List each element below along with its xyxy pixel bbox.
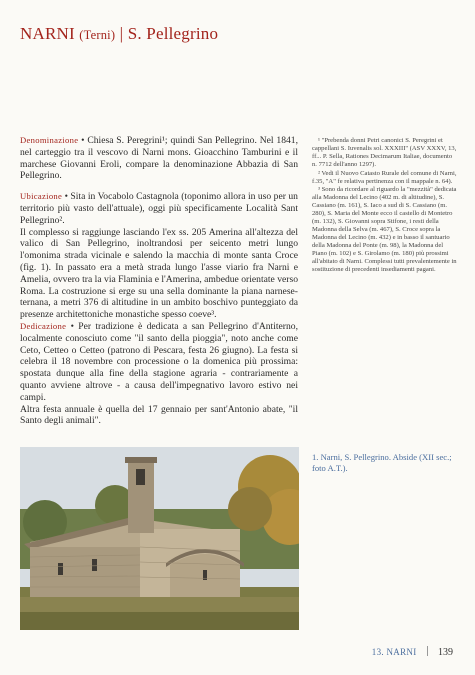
ubicazione-paragraph xyxy=(20,191,298,226)
dedicazione-text: • Per tradizione è dedicata a san Pellegrino d'Antiterno, localmente conosciuto come "il santo della pioggia", noto anche come Ceto, Cetteo o Cetteo (patrono di Pescara, festa 26 giugno). La festa si celebra il 18 novembre con processione o la domenica più prossima: spostata dunque alla fine della stagione agraria - contrariamente a quanto avviene altrove - a causa dell'impegnativo lavoro estivo nei campi. xyxy=(20,320,298,403)
title-province: (Terni) xyxy=(79,28,116,42)
page-footer xyxy=(372,646,453,658)
title-place: NARNI xyxy=(20,24,75,43)
dedicazione-paragraph xyxy=(20,321,298,404)
ubicazione-paragraph-2: Il complesso si raggiunge lasciando l'ex ss. 205 Amerina all'altezza del valico di San Pellegrino, inoltrandosi per seicento metri lungo l'omonima strada vicinale e salendo la macchia di monte santa Croce (fig. 1). In passato era a metà strada lungo l'asse viario fra Narni e Amelia, ovvero tra la via Flaminia e l'Amerina, ambedue orientate verso Roma. La costruzione si erge su una sella dominante la piana narnese-ternana, a metri 376 di altitudine in un ambito boschivo punteggiato da presenze architettoniche monastiche spesso coeve³. xyxy=(20,226,298,321)
footer-divider xyxy=(427,646,428,656)
denominazione-label: Denominazione xyxy=(20,135,79,145)
page-number: 139 xyxy=(438,647,453,658)
footnote-1: ¹ "Prebenda donni Petri canonici S. Peregrini et cappellani S. Iuvenalis sol. XXXIII" (ASV XXXV, 13, ff... P. Sella, Rationes Decimarum Italiae, documento n. 7712 dell'anno 1297). xyxy=(312,137,457,168)
footnotes xyxy=(312,137,458,274)
dedicazione-label: Dedicazione xyxy=(20,320,67,331)
ubicazione-text: • Sita in Vocabolo Castagnola (toponimo allora in uso per un territorio più vasto dell'attuale), oggi più specificamente Località Sant Pellegrino². xyxy=(20,191,298,226)
church-photo xyxy=(20,447,299,630)
title-separator: | xyxy=(119,24,124,43)
ubicazione-label: Ubicazione xyxy=(20,191,63,202)
denominazione-paragraph xyxy=(20,135,298,182)
denominazione-text: • Chiesa S. Peregrini¹; quindi San Pellegrino. Nel 1841, nel carteggio tra il vescovo di Narni mons. Gioacchino Tamburini e il marchese Giovanni Eroli, compare la denominazione Abbazia di San Pellegrino. xyxy=(20,135,298,182)
footnote-2: ² Vedi il Nuovo Catasto Rurale del comune di Narni, f.35, "A" fe relativa pertinenza con il mappale n. 64). xyxy=(312,169,457,185)
footer-section: 13. NARNI xyxy=(371,647,417,657)
footnote-3: ³ Sono da ricordare al riguardo la "mezzità" dedicata alla Madonna del Lecino (402 m. di altitudine), S. Cassiano (m. 161), S. Iaco a sud di S. Cassiano (m. 280), S. Maria del Monte ecco il castello di Montetro (m. 132), S. Giovanni sopra Stifone, i resti della Madonna della Selva (m. 467), S. Croce sopra la Madonna del Lecino (m. 432) e in basso il santuario della Madonna del Ponte (m. 98), la Madonna del Piano (m. 102) e S. Girolamo (m. 180) più prossimi all'abitato di Narni. Complessi tutti prevalentemente in sostituzione di precedenti insediamenti pagani. xyxy=(312,186,457,273)
main-text-column xyxy=(20,135,298,427)
figure-caption: 1. Narni, S. Pellegrino. Abside (XII sec.; foto A.T.). xyxy=(312,452,452,473)
title-saint: S. Pellegrino xyxy=(127,24,219,43)
page-title xyxy=(20,24,218,44)
dedicazione-paragraph-2: Altra festa annuale è quella del 17 gennaio per sant'Antonio abate, "il Santo degli animali". xyxy=(20,403,298,427)
